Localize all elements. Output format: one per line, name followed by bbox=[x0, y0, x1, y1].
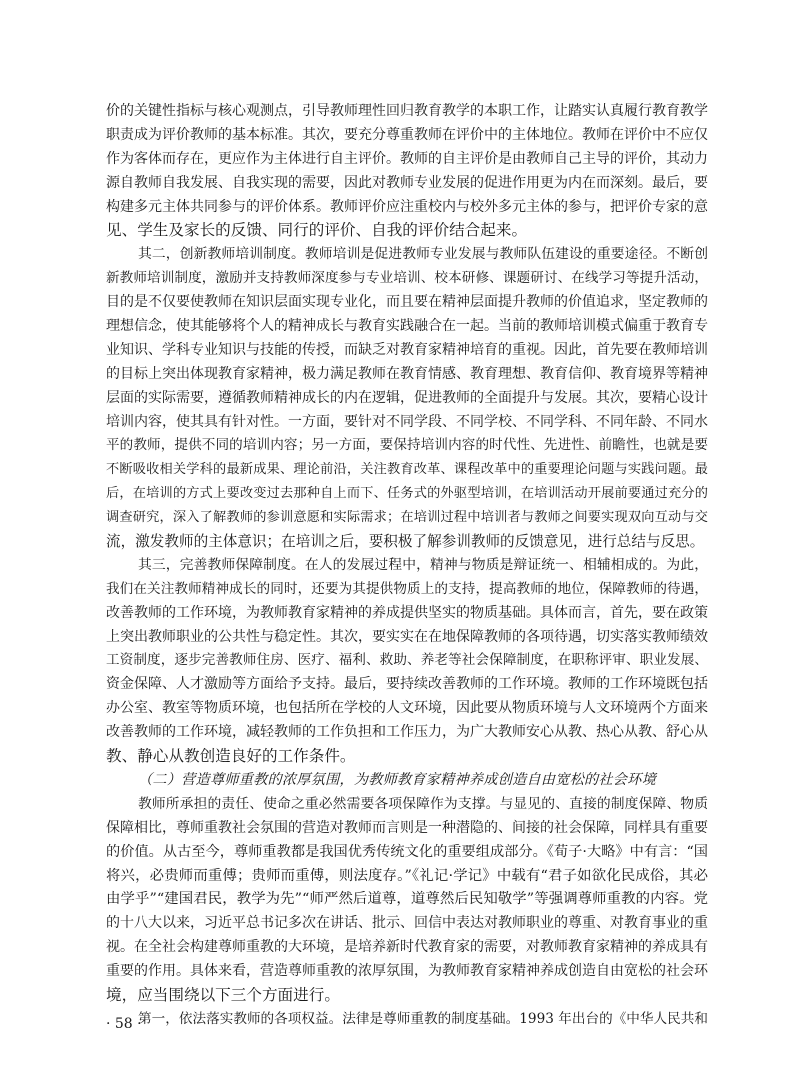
text-line: 工资制度，逐步完善教师住房、医疗、福利、救助、养老等社会保障制度，在职称评审、职业发展、 bbox=[106, 652, 708, 669]
text-line: 教师所承担的责任、使命之重必然需要各项保障作为支撑。与显见的、直接的制度保障、物质 bbox=[138, 795, 708, 812]
text-lines bbox=[106, 100, 708, 1032]
text-line: 层面的实际需要，遵循教师精神成长的内在逻辑，促进教师的全面提升与发展。其次，要精心设计 bbox=[106, 389, 708, 406]
text-line: 由学乎”“建国君民，教学为先”“师严然后道尊，道尊然后民知敬学”等强调尊师重教的内容。党 bbox=[106, 891, 708, 908]
text-line: 教、静心从教创造良好的工作条件。 bbox=[106, 747, 356, 766]
text-line: 的价值。从古至今，尊师重教都是我国优秀传统文化的重要组成部分。《荀子·大略》中有言：“国 bbox=[106, 843, 708, 860]
text-line: 重要的作用。具体来看，营造尊师重教的浓厚氛围，为教师教育家精神养成创造自由宽松的社会环 bbox=[106, 963, 708, 980]
text-line: 境，应当围绕以下三个方面进行。 bbox=[106, 985, 340, 1004]
text-line: 不断吸收相关学科的最新成果、理论前沿，关注教育改革、课程改革中的重要理论问题与实践问题。最 bbox=[106, 462, 708, 478]
text-line: 培训内容，使其具有针对性。一方面，要针对不同学段、不同学校、不同学科、不同年龄、不同水 bbox=[106, 413, 708, 430]
text-line: 上突出教师职业的公共性与稳定性。其次，要实实在在地保障教师的各项待遇，切实落实教师绩效 bbox=[106, 628, 708, 645]
text-line: 理想信念，使其能够将个人的精神成长与教育实践融合在一起。当前的教师培训模式偏重于教育专 bbox=[106, 318, 708, 335]
text-line: 改善教师的工作环境，减轻教师的工作负担和工作压力，为广大教师安心从教、热心从教、舒心从 bbox=[106, 724, 708, 741]
text-line: 平的教师，提供不同的培训内容；另一方面，要保持培训内容的时代性、先进性、前瞻性，也就是要 bbox=[106, 437, 708, 454]
text-line: 将兴，必贵师而重傅；贵师而重傅，则法度存。”《礼记·学记》中载有“君子如欲化民成俗，其必 bbox=[106, 867, 708, 884]
text-line: 流，激发教师的主体意识；在培训之后，要积极了解参训教师的反馈意见，进行总结与反思。 bbox=[106, 533, 705, 551]
text-line: 我们在关注教师精神成长的同时，还要为其提供物质上的支持，提高教师的地位，保障教师的待遇， bbox=[106, 580, 708, 597]
text-line: 视。在全社会构建尊师重教的大环境，是培养新时代教育家的需要，对教师教育家精神的养成具有 bbox=[106, 939, 708, 956]
text-line: 业知识、学科专业知识与技能的传授，而缺乏对教育家精神培育的重视。因此，首先要在教师培训 bbox=[106, 341, 708, 358]
text-line: 作为客体而存在，更应作为主体进行自主评价。教师的自主评价是由教师自己主导的评价，其动力 bbox=[106, 150, 708, 167]
text-line: 第一，依法落实教师的各项权益。法律是尊师重教的制度基础。1993 年出台的《中华人民共和 bbox=[138, 1010, 708, 1027]
text-line: 其二，创新教师培训制度。教师培训是促进教师专业发展与教师队伍建设的重要途径。不断创 bbox=[138, 246, 708, 263]
text-line: 保障相比，尊师重教社会氛围的营造对教师而言则是一种潜隐的、间接的社会保障，同样具有重要 bbox=[106, 819, 708, 836]
page-number: · 58 · bbox=[106, 1016, 142, 1032]
text-line: 源自教师自我发展、自我实现的需要，因此对教师专业发展的促进作用更为内在而深刻。最后，要 bbox=[106, 174, 708, 191]
document-body bbox=[106, 100, 708, 1032]
text-line: 改善教师的工作环境，为教师教育家精神的养成提供坚实的物质基础。具体而言，首先，要在政策 bbox=[106, 604, 708, 621]
text-line: 其三，完善教师保障制度。在人的发展过程中，精神与物质是辩证统一、相辅相成的。为此， bbox=[138, 556, 708, 573]
text-line: 后，在培训的方式上要改变过去那种自上而下、任务式的外驱型培训，在培训活动开展前要通过充分的 bbox=[106, 486, 708, 502]
text-line: 构建多元主体共同参与的评价体系。教师评价应注重校内与校外多元主体的参与，把评价专家的意 bbox=[106, 198, 708, 215]
text-line: 新教师培训制度，激励并支持教师深度参与专业培训、校本研修、课题研讨、在线学习等提升活动， bbox=[106, 270, 708, 287]
section-heading: （二）营造尊师重教的浓厚氛围，为教师教育家精神养成创造自由宽松的社会环境 bbox=[138, 771, 656, 788]
text-line: 调查研究，深入了解教师的参训意愿和实际需求；在培训过程中培训者与教师之间要实现双向互动与交 bbox=[106, 510, 708, 526]
text-line: 资金保障、人才激励等方面给予支持。最后，要持续改善教师的工作环境。教师的工作环境既包括 bbox=[106, 676, 708, 693]
text-line: 的目标上突出体现教育家精神，极力满足教师在教育情感、教育理想、教育信仰、教育境界等精神 bbox=[106, 365, 708, 382]
text-line: 目的是不仅要使教师在知识层面实现专业化，而且要在精神层面提升教师的价值追求，坚定教师的 bbox=[106, 294, 708, 311]
text-line: 的十八大以来，习近平总书记多次在讲话、批示、回信中表达对教师职业的尊重、对教育事业的重 bbox=[106, 915, 708, 932]
text-line: 办公室、教室等物质环境，也包括所在学校的人文环境，因此要从物质环境与人文环境两个方面来 bbox=[106, 700, 708, 717]
text-line: 职责成为评价教师的基本标准。其次，要充分尊重教师在评价中的主体地位。教师在评价中不应仅 bbox=[106, 126, 708, 143]
text-line: 价的关键性指标与核心观测点，引导教师理性回归教育教学的本职工作，让踏实认真履行教育教学 bbox=[106, 103, 708, 119]
text-line: 见、学生及家长的反馈、同行的评价、自我的评价结合起来。 bbox=[106, 221, 528, 240]
